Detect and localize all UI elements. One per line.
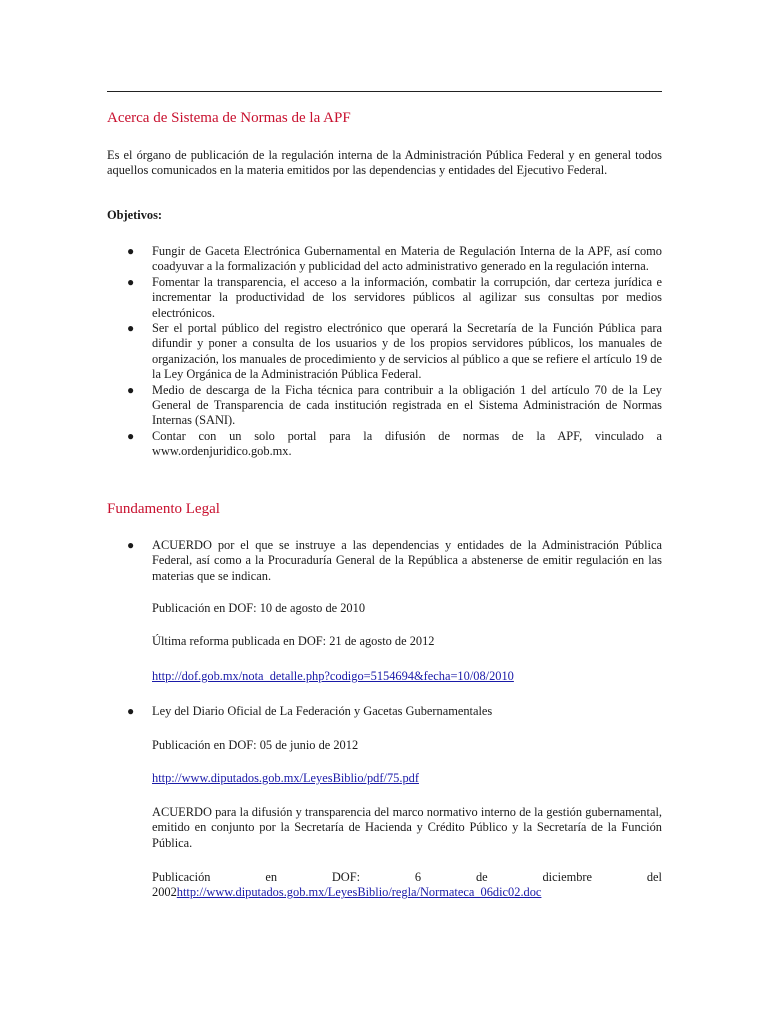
bullet-icon: ●: [127, 538, 135, 552]
list-item: ● Contar con un solo portal para la difusión de normas de la APF, vinculado a www.ordenjuridico.gob.mx.: [127, 428, 662, 459]
section-heading-acerca: Acerca de Sistema de Normas de la APF: [107, 110, 351, 126]
publicacion-words: Publicación en DOF: 6 de diciembre del: [152, 870, 662, 884]
reforma-date: Última reforma publicada en DOF: 21 de agosto de 2012: [152, 634, 435, 648]
top-divider: [107, 91, 662, 92]
list-item: ● Ser el portal público del registro electrónico que operará la Secretaría de la Función Pública para difundir y poner a consulta de los usuarios y de los propios servidores públicos, los manuales de organización, los manuales de procedimiento y de servicios al público a que se refiere el artículo 19 de la Ley Orgánica de la Administración Pública Federal.: [127, 321, 662, 382]
publicacion-2002: [152, 870, 662, 901]
objetivos-list: [107, 244, 662, 460]
fundamento-list-2: [107, 704, 662, 719]
dof-link-wrap: [152, 669, 662, 684]
list-item: ● ACUERDO por el que se instruye a las dependencias y entidades de la Administración Pública Federal, así como a la Procuraduría General de la República a abstenerse de emitir regulación en las materias que se indican.: [127, 538, 662, 583]
publicacion-date: Publicación en DOF: 10 de agosto de 2010: [152, 601, 366, 615]
normateca-link[interactable]: http://www.diputados.gob.mx/LeyesBiblio/regla/Normateca_06dic02.doc: [176, 885, 542, 900]
diputados-pdf-link[interactable]: http://www.diputados.gob.mx/LeyesBiblio/pdf/75.pdf: [152, 771, 419, 785]
bullet-icon: ●: [127, 244, 135, 258]
publicacion-year-line: 2002http://www.diputados.gob.mx/LeyesBiblio/regla/Normateca_06dic02.doc: [152, 885, 542, 900]
dof-link[interactable]: http://dof.gob.mx/nota_detalle.php?codigo=5154694&fecha=10/08/2010: [152, 669, 514, 683]
bullet-icon: ●: [127, 704, 135, 718]
list-item: ● Ley del Diario Oficial de La Federación y Gacetas Gubernamentales: [127, 704, 493, 718]
section-heading-fundamento: Fundamento Legal: [107, 501, 220, 517]
fundamento-list: [107, 538, 662, 584]
diputados-link-wrap: [152, 771, 662, 786]
bullet-icon: ●: [127, 428, 135, 443]
list-item: ● Medio de descarga de la Ficha técnica para contribuir a la obligación 1 del artículo 70 de la Ley General de Transparencia de cada institución registrada en el Sistema Administración de Normas Internas (SANI).: [127, 382, 662, 428]
objetivos-label: Objetivos:: [107, 208, 163, 222]
publicacion-date-2: Publicación en DOF: 05 de junio de 2012: [152, 738, 359, 752]
bullet-icon: ●: [127, 274, 135, 289]
list-item: ● Fungir de Gaceta Electrónica Gubernamental en Materia de Regulación Interna de la APF, así como coadyuvar a la formalización y publicidad del acto administrativo generado en la regulación interna.: [127, 244, 662, 274]
bullet-icon: ●: [127, 321, 135, 336]
intro-paragraph: Es el órgano de publicación de la regulación interna de la Administración Pública Federal y en general todos aquellos comunicados en la materia emitidos por las dependencias y entidades del Ejecutivo Federal.: [107, 148, 662, 178]
bullet-icon: ●: [127, 382, 135, 397]
list-item: ● Fomentar la transparencia, el acceso a la información, combatir la corrupción, dar certeza jurídica e incrementar la productividad de los servidores públicos al agilizar sus consultas por medios electrónicos.: [127, 274, 662, 320]
acuerdo-paragraph: ACUERDO para la difusión y transparencia del marco normativo interno de la gestión gubernamental, emitido en conjunto por la Secretaría de Hacienda y Crédito Público y la Secretaría de la Función Pública.: [152, 805, 662, 850]
